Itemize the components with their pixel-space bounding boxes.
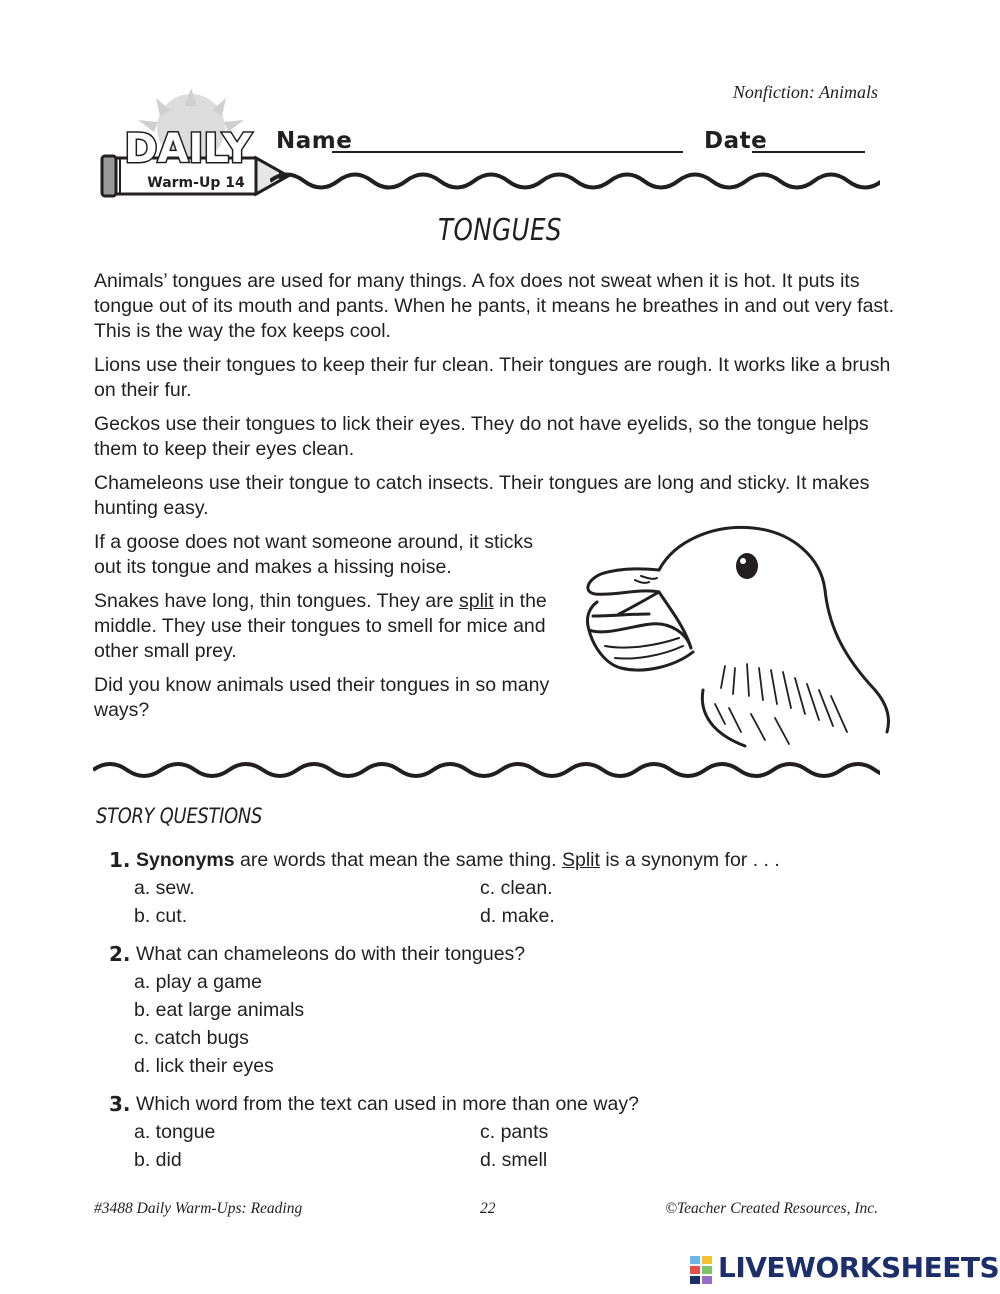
question-1-option-a[interactable]: a. sew. bbox=[134, 877, 195, 899]
question-3-option-c[interactable]: c. pants bbox=[480, 1121, 549, 1143]
question-number: 3. bbox=[109, 1092, 131, 1116]
question-3-text: Which word from the text can used in more than one way? bbox=[136, 1093, 639, 1115]
passage-paragraph-fox: Animals’ tongues are used for many things. A fox does not sweat when it is hot. It puts its tongue out of its mouth and pants. When he pants, it means he breathes in and out very fast. This is the way the fox keeps cool. bbox=[94, 270, 894, 342]
footer-copyright: ©Teacher Created Resources, Inc. bbox=[665, 1200, 878, 1217]
question-2-option-c[interactable]: c. catch bugs bbox=[134, 1027, 249, 1049]
question-3-option-b[interactable]: b. did bbox=[134, 1149, 182, 1171]
snakes-text-start: Snakes have long, thin tongues. They are bbox=[94, 590, 459, 612]
question-1-option-b[interactable]: b. cut. bbox=[134, 905, 188, 927]
question-3-option-d[interactable]: d. smell bbox=[480, 1149, 548, 1171]
logo-subtitle: Warm-Up 14 bbox=[147, 175, 245, 191]
split-word: split bbox=[458, 590, 494, 612]
name-field[interactable] bbox=[332, 151, 683, 153]
goose-illustration bbox=[575, 518, 895, 750]
split-reference: Split bbox=[561, 849, 600, 871]
liveworksheets-logo-icon bbox=[688, 1252, 716, 1286]
question-2-option-d[interactable]: d. lick their eyes bbox=[134, 1055, 274, 1077]
questions-heading: STORY QUESTIONS bbox=[96, 804, 263, 828]
question-1-mid: are words that mean the same thing. bbox=[234, 849, 562, 871]
daily-warmup-logo bbox=[96, 88, 296, 203]
snakes-text-end: in the middle. They use their tongues to smell for mice and other small prey. bbox=[94, 590, 547, 662]
question-2-option-b[interactable]: b. eat large animals bbox=[134, 999, 305, 1021]
passage-paragraph-goose: If a goose does not want someone around, it sticks out its tongue and makes a hissing noise. bbox=[94, 531, 534, 578]
date-label: Date bbox=[704, 128, 768, 154]
question-1-option-d[interactable]: d. make. bbox=[480, 905, 555, 927]
question-1-option-c[interactable]: c. clean. bbox=[480, 877, 553, 899]
logo-title: DAILY bbox=[124, 126, 252, 172]
liveworksheets-wordmark: LIVEWORKSHEETS bbox=[718, 1251, 1000, 1284]
wavy-divider-middle bbox=[93, 756, 880, 784]
question-1-text bbox=[136, 849, 780, 872]
wavy-divider-top bbox=[270, 166, 880, 196]
passage-paragraph-closing: Did you know animals used their tongues in so many ways? bbox=[94, 674, 550, 721]
passage-paragraph-lions: Lions use their tongues to keep their fur clean. Their tongues are rough. It works like a brush on their fur. bbox=[94, 354, 891, 401]
category-label: Nonfiction: Animals bbox=[732, 82, 878, 102]
question-3-option-a[interactable]: a. tongue bbox=[134, 1121, 216, 1143]
footer-book-title: #3488 Daily Warm-Ups: Reading bbox=[94, 1200, 303, 1217]
question-2-text: What can chameleons do with their tongues? bbox=[136, 943, 526, 965]
name-label: Name bbox=[276, 128, 353, 154]
question-number: 2. bbox=[109, 942, 131, 966]
question-1-end: is a synonym for . . . bbox=[599, 849, 780, 871]
passage-paragraph-geckos: Geckos use their tongues to lick their eyes. They do not have eyelids, so the tongue helps them to keep their eyes clean. bbox=[94, 413, 869, 460]
question-number: 1. bbox=[109, 848, 131, 872]
footer-page-number: 22 bbox=[480, 1200, 496, 1217]
page-title: TONGUES bbox=[438, 213, 562, 248]
passage-paragraph-chameleons: Chameleons use their tongue to catch insects. Their tongues are long and sticky. It makes hunting easy. bbox=[94, 472, 870, 519]
date-field[interactable] bbox=[752, 151, 865, 153]
question-2-option-a[interactable]: a. play a game bbox=[134, 971, 262, 993]
synonyms-term: Synonyms bbox=[136, 849, 235, 871]
passage-paragraph-snakes bbox=[94, 589, 564, 664]
